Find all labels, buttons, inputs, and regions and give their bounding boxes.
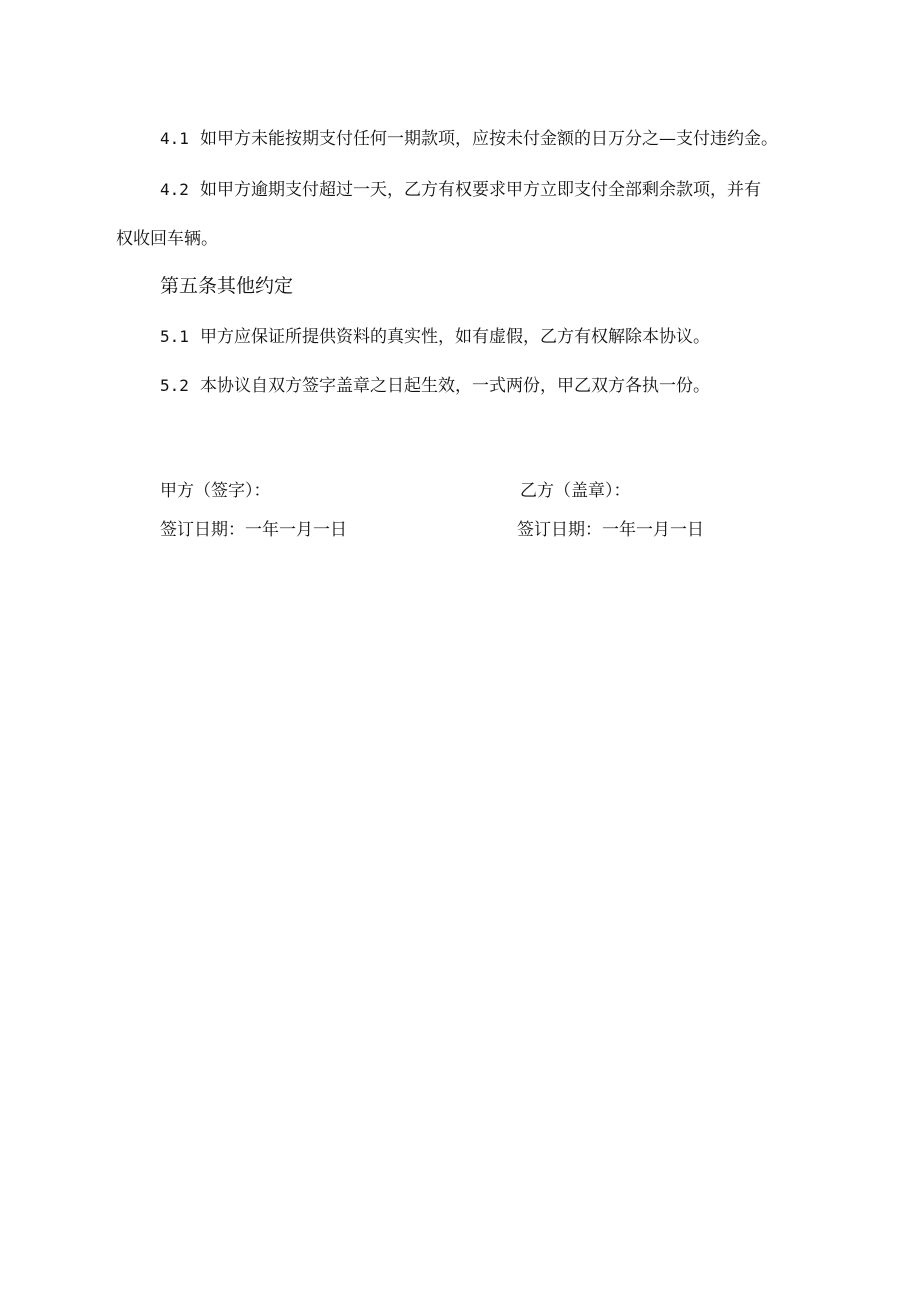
clause-number: 5.1: [160, 327, 189, 346]
clause-4-2: [160, 178, 761, 202]
party-a-signature-label: [160, 479, 271, 503]
clause-4-2-continuation: [116, 227, 218, 251]
party-b-seal-label: [520, 479, 631, 503]
label-text: 乙方（盖章）：: [520, 481, 631, 501]
party-a-sign-date: [160, 518, 347, 542]
section-5-heading: [160, 274, 293, 298]
clause-number: 4.1: [160, 129, 189, 148]
clause-text: 本协议自双方签字盖章之日起生效，一式两份，甲乙双方各执一份。: [200, 376, 710, 396]
date-text: 签订日期：一年一月一日: [517, 520, 704, 540]
date-text: 签订日期：一年一月一日: [160, 520, 347, 540]
party-b-sign-date: [517, 518, 704, 542]
clause-text: 甲方应保证所提供资料的真实性，如有虚假，乙方有权解除本协议。: [200, 327, 710, 347]
clause-text: 如甲方逾期支付超过一天，乙方有权要求甲方立即支付全部剩余款项，并有: [200, 180, 761, 200]
clause-4-1: [160, 127, 778, 151]
heading-text: 第五条其他约定: [160, 275, 294, 297]
clause-text: 如甲方未能按期支付任何一期款项，应按未付金额的日万分之—支付违约金。: [200, 129, 778, 149]
clause-number: 4.2: [160, 180, 189, 199]
clause-number: 5.2: [160, 376, 189, 395]
clause-text: 权收回车辆。: [116, 229, 218, 249]
label-text: 甲方（签字）：: [160, 481, 271, 501]
clause-5-1: [160, 325, 710, 349]
clause-5-2: [160, 374, 710, 398]
